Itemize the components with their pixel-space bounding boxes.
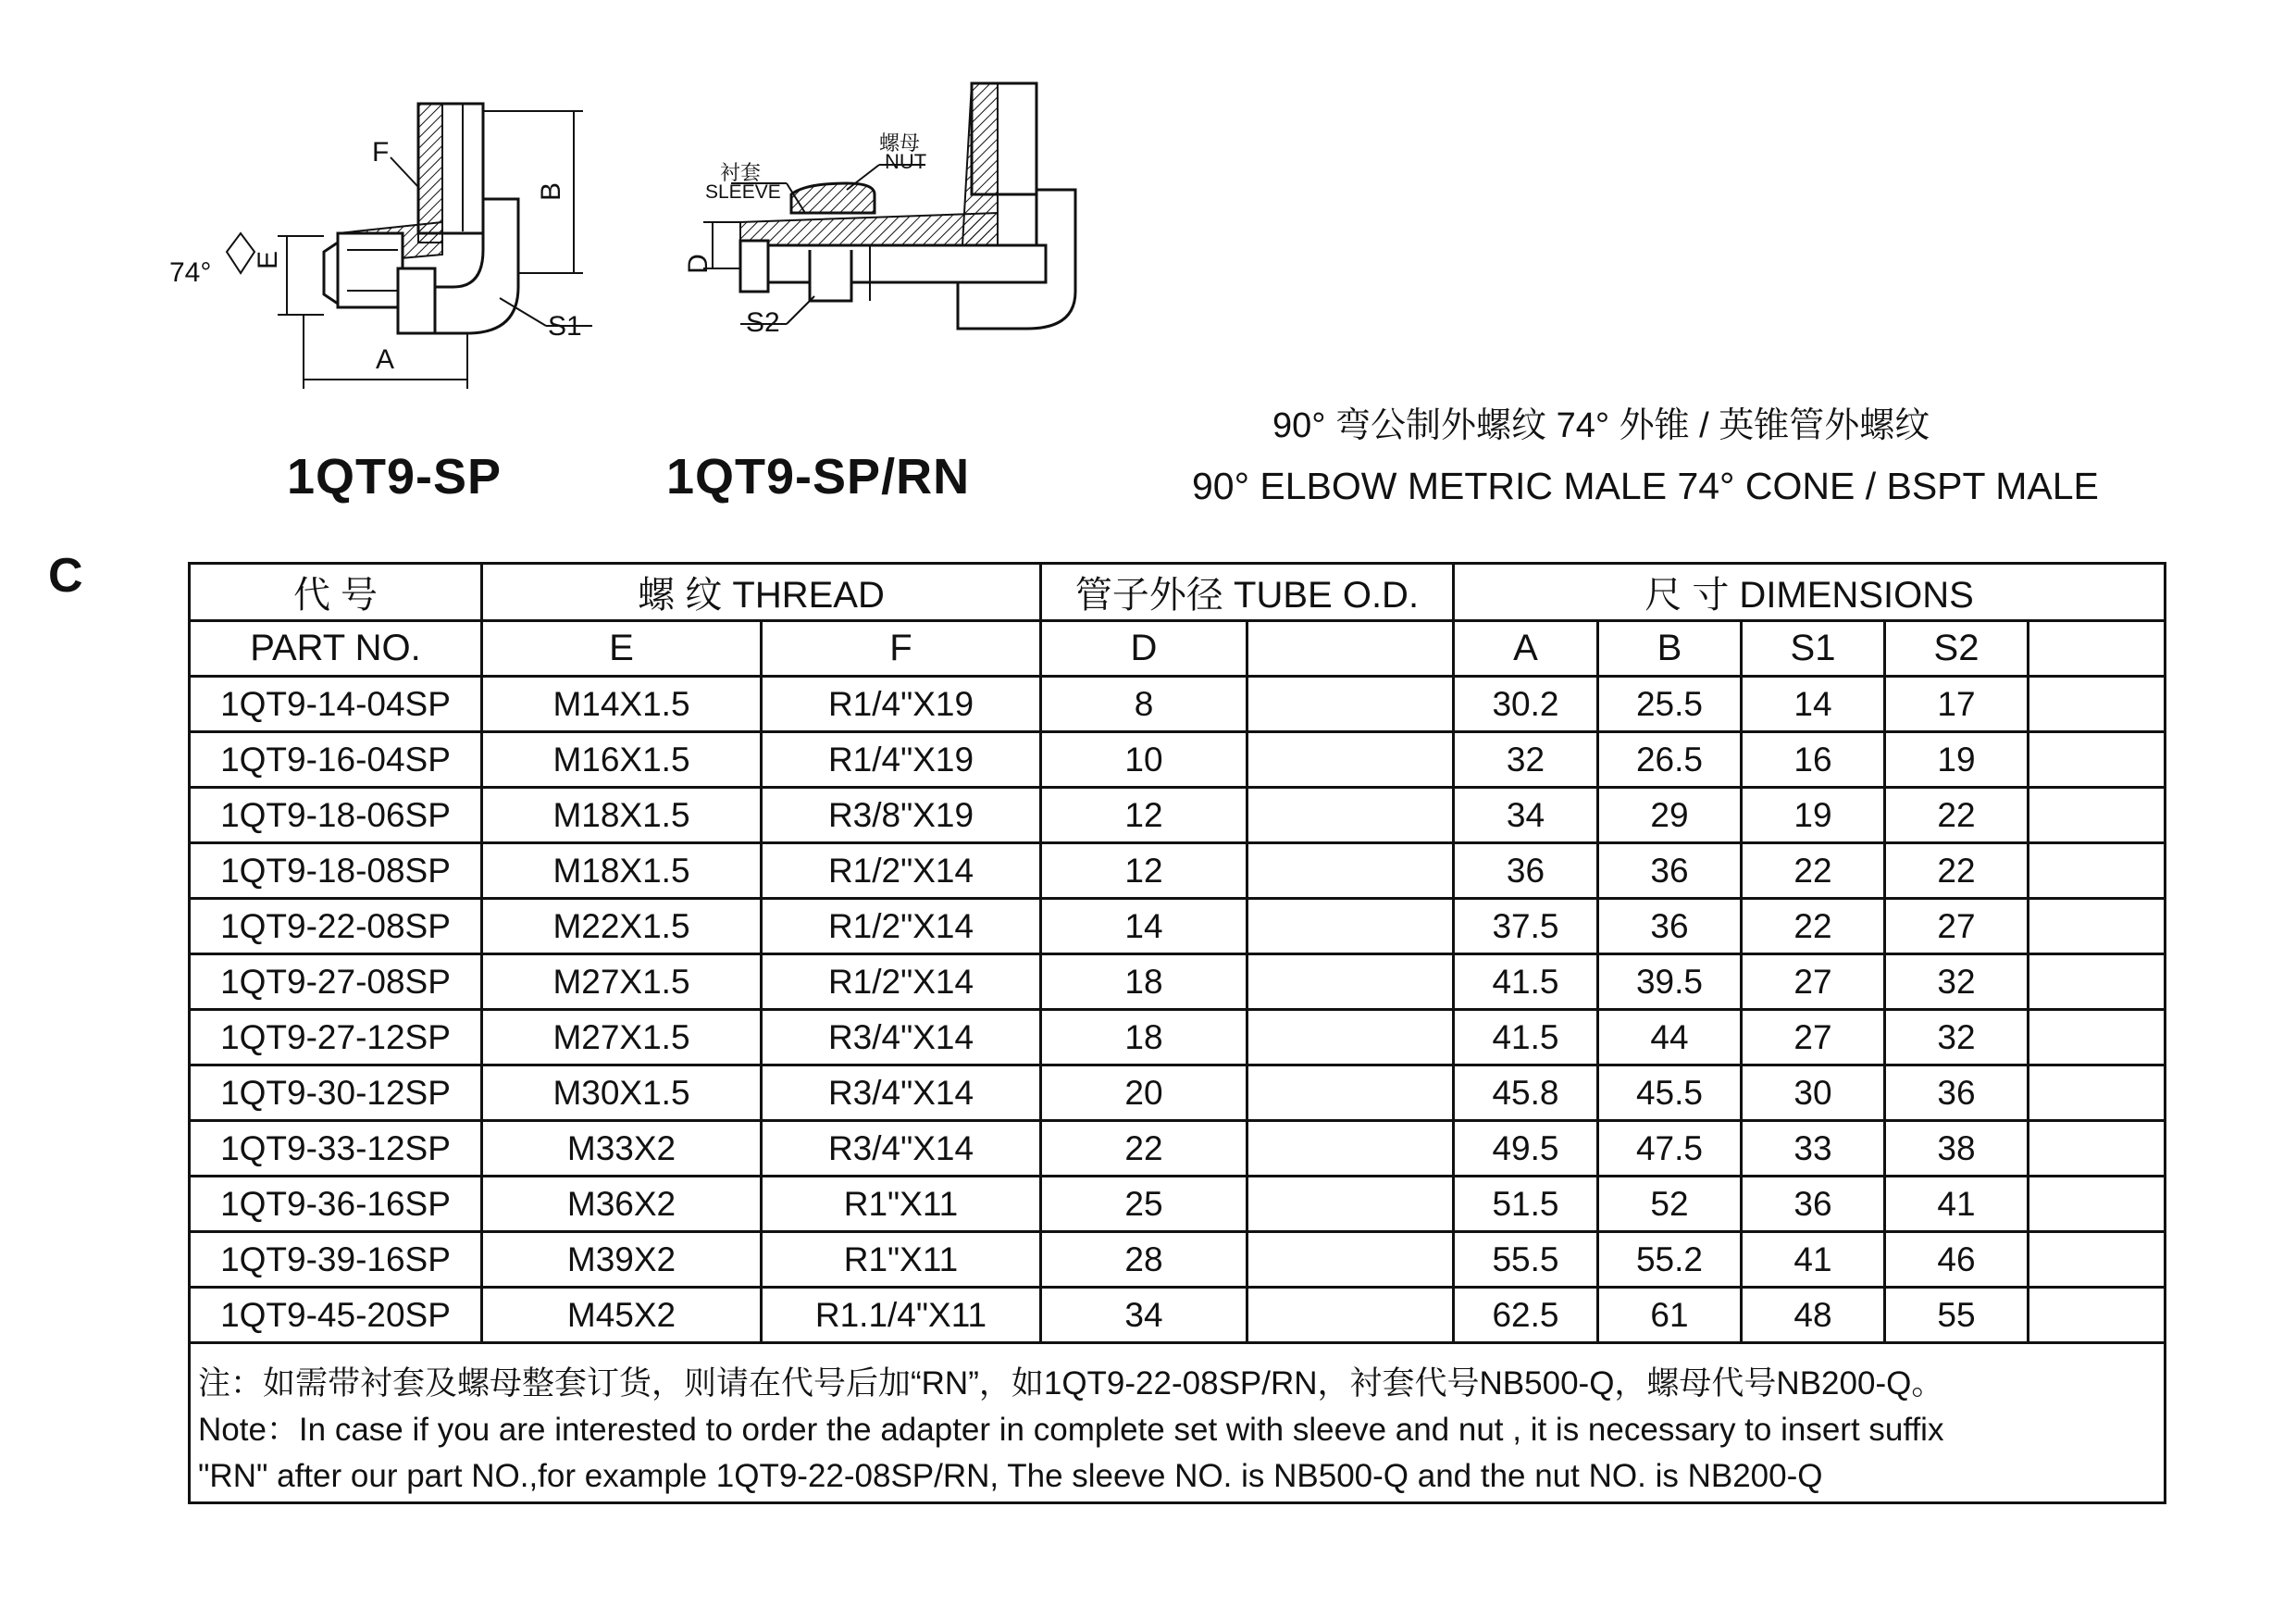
cell-blank [2029, 732, 2166, 788]
cell-s2: 32 [1885, 954, 2029, 1010]
cell-s1: 30 [1742, 1065, 1885, 1121]
cell-blank [2029, 843, 2166, 899]
col-header-b: B [1598, 621, 1742, 677]
cell-b: 36 [1598, 899, 1742, 954]
cell-b: 47.5 [1598, 1121, 1742, 1177]
cell-s2: 32 [1885, 1010, 2029, 1065]
cell-b: 55.2 [1598, 1232, 1742, 1288]
cell-f: R1"X11 [762, 1232, 1041, 1288]
cell-s1: 22 [1742, 899, 1885, 954]
cell-blank [2029, 899, 2166, 954]
cell-a: 41.5 [1454, 1010, 1598, 1065]
cell-blank [1247, 677, 1454, 732]
title-english: 90° ELBOW METRIC MALE 74° CONE / BSPT MALE [1192, 465, 2099, 507]
cell-b: 52 [1598, 1177, 1742, 1232]
cell-s2: 17 [1885, 677, 2029, 732]
cell-f: R1/2"X14 [762, 899, 1041, 954]
cell-a: 45.8 [1454, 1065, 1598, 1121]
cell-s2: 41 [1885, 1177, 2029, 1232]
cell-b: 26.5 [1598, 732, 1742, 788]
cell-e: M18X1.5 [482, 788, 762, 843]
header-tube-od: 管子外径 TUBE O.D. [1041, 564, 1454, 621]
cell-blank [2029, 1065, 2166, 1121]
cell-f: R1/2"X14 [762, 954, 1041, 1010]
col-header-s1: S1 [1742, 621, 1885, 677]
cell-part-no: 1QT9-16-04SP [190, 732, 482, 788]
cell-blank [2029, 788, 2166, 843]
cell-blank [1247, 1010, 1454, 1065]
cell-d: 12 [1041, 843, 1247, 899]
col-header-d: D [1041, 621, 1247, 677]
cell-b: 44 [1598, 1010, 1742, 1065]
cell-part-no: 1QT9-27-08SP [190, 954, 482, 1010]
cell-d: 8 [1041, 677, 1247, 732]
cell-s2: 27 [1885, 899, 2029, 954]
cell-a: 41.5 [1454, 954, 1598, 1010]
col-header-a: A [1454, 621, 1598, 677]
cell-b: 61 [1598, 1288, 1742, 1343]
dim-label-s1: S1 [548, 311, 582, 342]
cell-s1: 33 [1742, 1121, 1885, 1177]
cell-part-no: 1QT9-30-12SP [190, 1065, 482, 1121]
col-header-s2: S2 [1885, 621, 2029, 677]
cell-b: 39.5 [1598, 954, 1742, 1010]
header-dimensions: 尺 寸 DIMENSIONS [1454, 564, 2166, 621]
cell-d: 14 [1041, 899, 1247, 954]
table-row [190, 1288, 2166, 1343]
cell-s1: 19 [1742, 788, 1885, 843]
dim-label-s2: S2 [746, 307, 780, 338]
cell-b: 45.5 [1598, 1065, 1742, 1121]
cell-e: M16X1.5 [482, 732, 762, 788]
cell-d: 25 [1041, 1177, 1247, 1232]
table-row [190, 1121, 2166, 1177]
cell-s2: 22 [1885, 843, 2029, 899]
cell-f: R1"X11 [762, 1177, 1041, 1232]
table-group-header-row [190, 564, 2166, 621]
cell-b: 29 [1598, 788, 1742, 843]
cell-a: 62.5 [1454, 1288, 1598, 1343]
cell-e: M14X1.5 [482, 677, 762, 732]
cell-f: R1/4"X19 [762, 677, 1041, 732]
cell-a: 34 [1454, 788, 1598, 843]
dim-label-f: F [372, 137, 390, 168]
cell-a: 51.5 [1454, 1177, 1598, 1232]
cell-part-no: 1QT9-18-08SP [190, 843, 482, 899]
cell-s2: 38 [1885, 1121, 2029, 1177]
cell-s1: 27 [1742, 954, 1885, 1010]
cell-blank [1247, 1177, 1454, 1232]
cell-e: M36X2 [482, 1177, 762, 1232]
cell-b: 25.5 [1598, 677, 1742, 732]
dim-label-b: B [536, 181, 567, 202]
note-chinese: 注：如需带衬套及螺母整套订货，则请在代号后加“RN”，如1QT9-22-08SP/RN，衬套代号NB500-Q，螺母代号NB200-Q。 [198, 1365, 1944, 1401]
angle-label: 74° [169, 257, 212, 288]
cell-f: R1.1/4"X11 [762, 1288, 1041, 1343]
cell-s1: 16 [1742, 732, 1885, 788]
col-header-blank [1247, 621, 1454, 677]
cell-d: 20 [1041, 1065, 1247, 1121]
cell-part-no: 1QT9-14-04SP [190, 677, 482, 732]
note-cell [190, 1343, 2166, 1503]
dim-label-e: E [253, 250, 284, 270]
cell-s1: 14 [1742, 677, 1885, 732]
cell-blank [2029, 677, 2166, 732]
model-code-sp: 1QT9-SP [287, 449, 503, 505]
cell-f: R3/8"X19 [762, 788, 1041, 843]
cell-part-no: 1QT9-33-12SP [190, 1121, 482, 1177]
cell-a: 30.2 [1454, 677, 1598, 732]
cell-f: R1/4"X19 [762, 732, 1041, 788]
cell-blank [2029, 954, 2166, 1010]
cell-d: 10 [1041, 732, 1247, 788]
dim-label-d: D [682, 254, 714, 274]
table-note-row [190, 1343, 2166, 1503]
cell-e: M27X1.5 [482, 954, 762, 1010]
model-code-sp-rn: 1QT9-SP/RN [666, 449, 971, 505]
header-thread: 螺 纹 THREAD [482, 564, 1041, 621]
cell-a: 37.5 [1454, 899, 1598, 954]
cell-f: R3/4"X14 [762, 1065, 1041, 1121]
cell-blank [1247, 954, 1454, 1010]
cell-s2: 22 [1885, 788, 2029, 843]
cell-blank [1247, 899, 1454, 954]
cell-f: R1/2"X14 [762, 843, 1041, 899]
table-row [190, 954, 2166, 1010]
table-column-header-row [190, 621, 2166, 677]
cell-blank [1247, 1288, 1454, 1343]
cell-d: 34 [1041, 1288, 1247, 1343]
dim-label-a: A [376, 344, 395, 375]
cell-blank [1247, 732, 1454, 788]
cell-e: M30X1.5 [482, 1065, 762, 1121]
cell-s2: 46 [1885, 1232, 2029, 1288]
nut-label-en: NUT [885, 150, 927, 173]
nut-label-cn: 螺母 [879, 131, 921, 155]
cell-part-no: 1QT9-22-08SP [190, 899, 482, 954]
cell-blank [1247, 1065, 1454, 1121]
table-row [190, 1010, 2166, 1065]
cell-d: 28 [1041, 1232, 1247, 1288]
col-header-f: F [762, 621, 1041, 677]
cell-d: 18 [1041, 1010, 1247, 1065]
cell-blank [2029, 1232, 2166, 1288]
table-row [190, 788, 2166, 843]
cell-e: M39X2 [482, 1232, 762, 1288]
cell-a: 55.5 [1454, 1232, 1598, 1288]
spec-table [188, 562, 2166, 1504]
cell-part-no: 1QT9-39-16SP [190, 1232, 482, 1288]
cell-e: M18X1.5 [482, 843, 762, 899]
cell-a: 32 [1454, 732, 1598, 788]
cell-blank [2029, 1010, 2166, 1065]
cell-s1: 36 [1742, 1177, 1885, 1232]
cell-blank [1247, 843, 1454, 899]
note-english-line-1: Note：In case if you are interested to order the adapter in complete set with sleeve and nut , it is necessary to insert suffix [198, 1412, 1944, 1448]
cell-a: 36 [1454, 843, 1598, 899]
title-chinese: 90° 弯公制外螺纹 74° 外锥 / 英锥管外螺纹 [1272, 406, 1930, 445]
cell-part-no: 1QT9-36-16SP [190, 1177, 482, 1232]
cell-d: 22 [1041, 1121, 1247, 1177]
cell-part-no: 1QT9-18-06SP [190, 788, 482, 843]
cell-blank [1247, 788, 1454, 843]
cell-blank [2029, 1121, 2166, 1177]
cell-s2: 55 [1885, 1288, 2029, 1343]
table-row [190, 677, 2166, 732]
col-header-part-no: PART NO. [190, 621, 482, 677]
cell-blank [2029, 1177, 2166, 1232]
cell-part-no: 1QT9-45-20SP [190, 1288, 482, 1343]
col-header-blank [2029, 621, 2166, 677]
table-row [190, 1177, 2166, 1232]
cell-e: M22X1.5 [482, 899, 762, 954]
cell-f: R3/4"X14 [762, 1121, 1041, 1177]
cell-d: 12 [1041, 788, 1247, 843]
sleeve-label-cn: 衬套 [720, 161, 762, 184]
cell-part-no: 1QT9-27-12SP [190, 1010, 482, 1065]
cell-s1: 41 [1742, 1232, 1885, 1288]
table-row [190, 843, 2166, 899]
cell-f: R3/4"X14 [762, 1010, 1041, 1065]
cell-blank [1247, 1232, 1454, 1288]
table-row [190, 899, 2166, 954]
cell-a: 49.5 [1454, 1121, 1598, 1177]
col-header-e: E [482, 621, 762, 677]
table-row [190, 1065, 2166, 1121]
cell-s1: 22 [1742, 843, 1885, 899]
cell-blank [1247, 1121, 1454, 1177]
cell-e: M27X1.5 [482, 1010, 762, 1065]
sleeve-label-en: SLEEVE [705, 181, 781, 203]
cell-s2: 19 [1885, 732, 2029, 788]
header-part-cn: 代 号 [190, 564, 482, 621]
cell-e: M45X2 [482, 1288, 762, 1343]
table-row [190, 1232, 2166, 1288]
cell-d: 18 [1041, 954, 1247, 1010]
cell-s1: 48 [1742, 1288, 1885, 1343]
cell-e: M33X2 [482, 1121, 762, 1177]
cell-b: 36 [1598, 843, 1742, 899]
section-letter: C [48, 549, 83, 603]
cell-blank [2029, 1288, 2166, 1343]
note-english-line-2: "RN" after our part NO.,for example 1QT9-22-08SP/RN, The sleeve NO. is NB500-Q and the nut NO. is NB200-Q [198, 1458, 1823, 1494]
cell-s2: 36 [1885, 1065, 2029, 1121]
cell-s1: 27 [1742, 1010, 1885, 1065]
table-row [190, 732, 2166, 788]
